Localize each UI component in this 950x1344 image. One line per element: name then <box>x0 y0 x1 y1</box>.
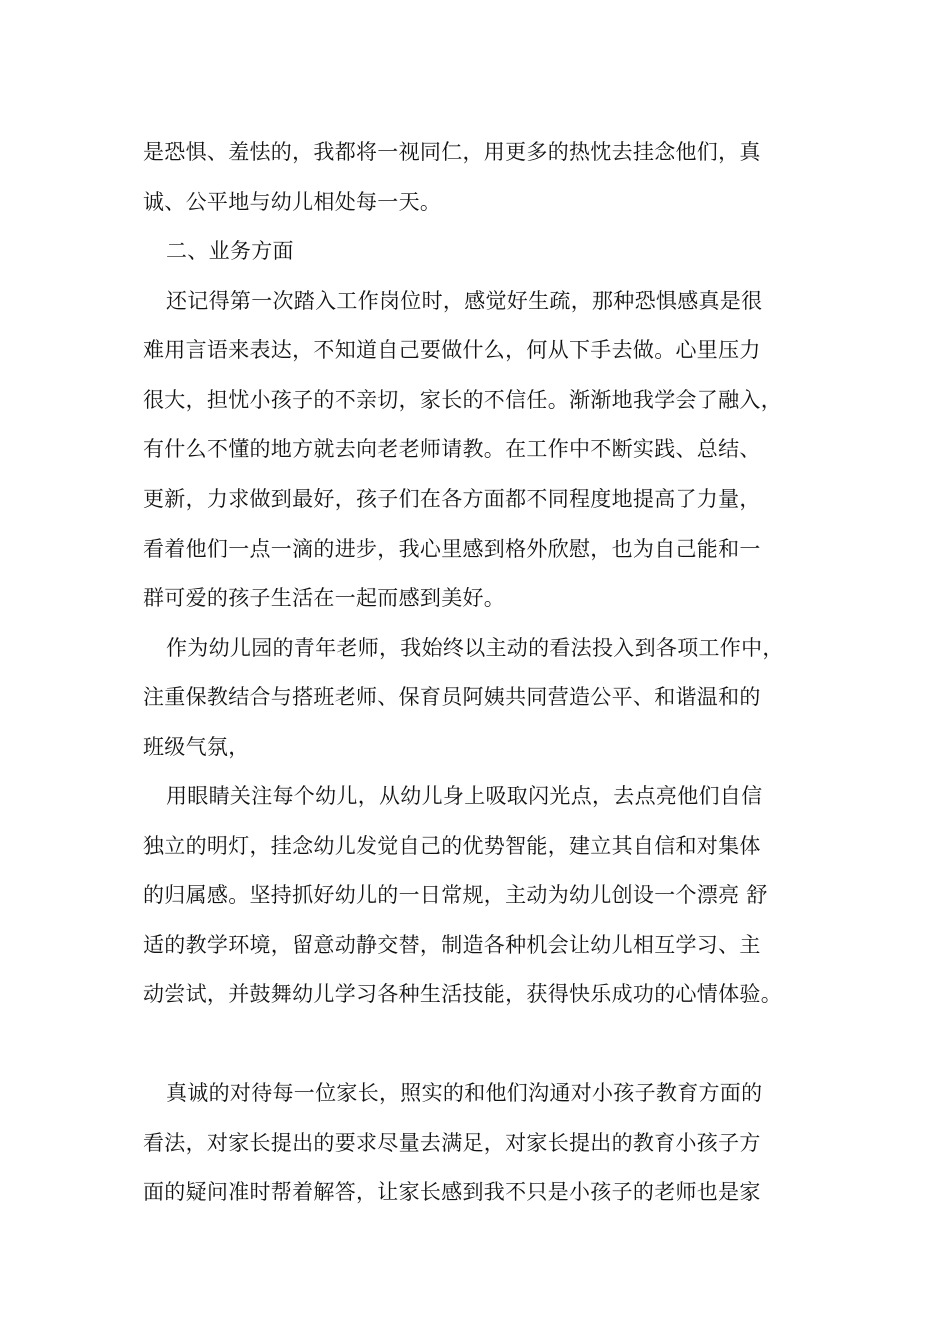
text-line: 面的疑问准时帮着解答，让家长感到我不只是小孩子的老师也是家 <box>143 1180 761 1204</box>
text-line: 看着他们一点一滴的进步，我心里感到格外欣慰，也为自己能和一 <box>143 537 761 561</box>
text-line: 独立的明灯，挂念幼儿发觉自己的优势智能，建立其自信和对集体 <box>143 834 761 858</box>
text-line: 注重保教结合与搭班老师、保育员阿姨共同营造公平、和谐温和的 <box>143 685 761 709</box>
text-line: 有什么不懂的地方就去向老老师请教。在工作中不断实践、总结、 <box>143 437 761 461</box>
text-line: 群可爱的孩子生活在一起而感到美好。 <box>143 586 506 610</box>
text-line: 是恐惧、羞怯的，我都将一视同仁，用更多的热忱去挂念他们，真 <box>143 140 761 164</box>
text-line: 真诚的对待每一位家长，照实的和他们沟通对小孩子教育方面的 <box>166 1081 763 1105</box>
section-heading: 二、业务方面 <box>166 239 294 263</box>
text-line: 的归属感。坚持抓好幼儿的一日常规，主动为幼儿创设一个漂亮 舒 <box>143 883 768 907</box>
text-line: 适的教学环境，留意动静交替，制造各种机会让幼儿相互学习、主 <box>143 933 761 957</box>
text-line: 班级气氛， <box>143 735 250 759</box>
text-line: 诚、公平地与幼儿相处每一天。 <box>143 190 442 214</box>
text-line: 用眼睛关注每个幼儿，从幼儿身上吸取闪光点，去点亮他们自信 <box>166 784 763 808</box>
text-line: 还记得第一次踏入工作岗位时，感觉好生疏，那种恐惧感真是很 <box>166 289 763 313</box>
text-line: 动尝试，并鼓舞幼儿学习各种生活技能，获得快乐成功的心情体验。 <box>143 982 782 1006</box>
text-line: 看法，对家长提出的要求尽量去满足，对家长提出的教育小孩子方 <box>143 1131 761 1155</box>
text-line: 作为幼儿园的青年老师，我始终以主动的看法投入到各项工作中， <box>166 636 784 660</box>
text-line: 难用言语来表达，不知道自己要做什么，何从下手去做。心里压力 <box>143 338 761 362</box>
text-line: 更新，力求做到最好，孩子们在各方面都不同程度地提高了力量， <box>143 487 761 511</box>
text-line: 很大，担忧小孩子的不亲切，家长的不信任。渐渐地我学会了融入， <box>143 388 782 412</box>
